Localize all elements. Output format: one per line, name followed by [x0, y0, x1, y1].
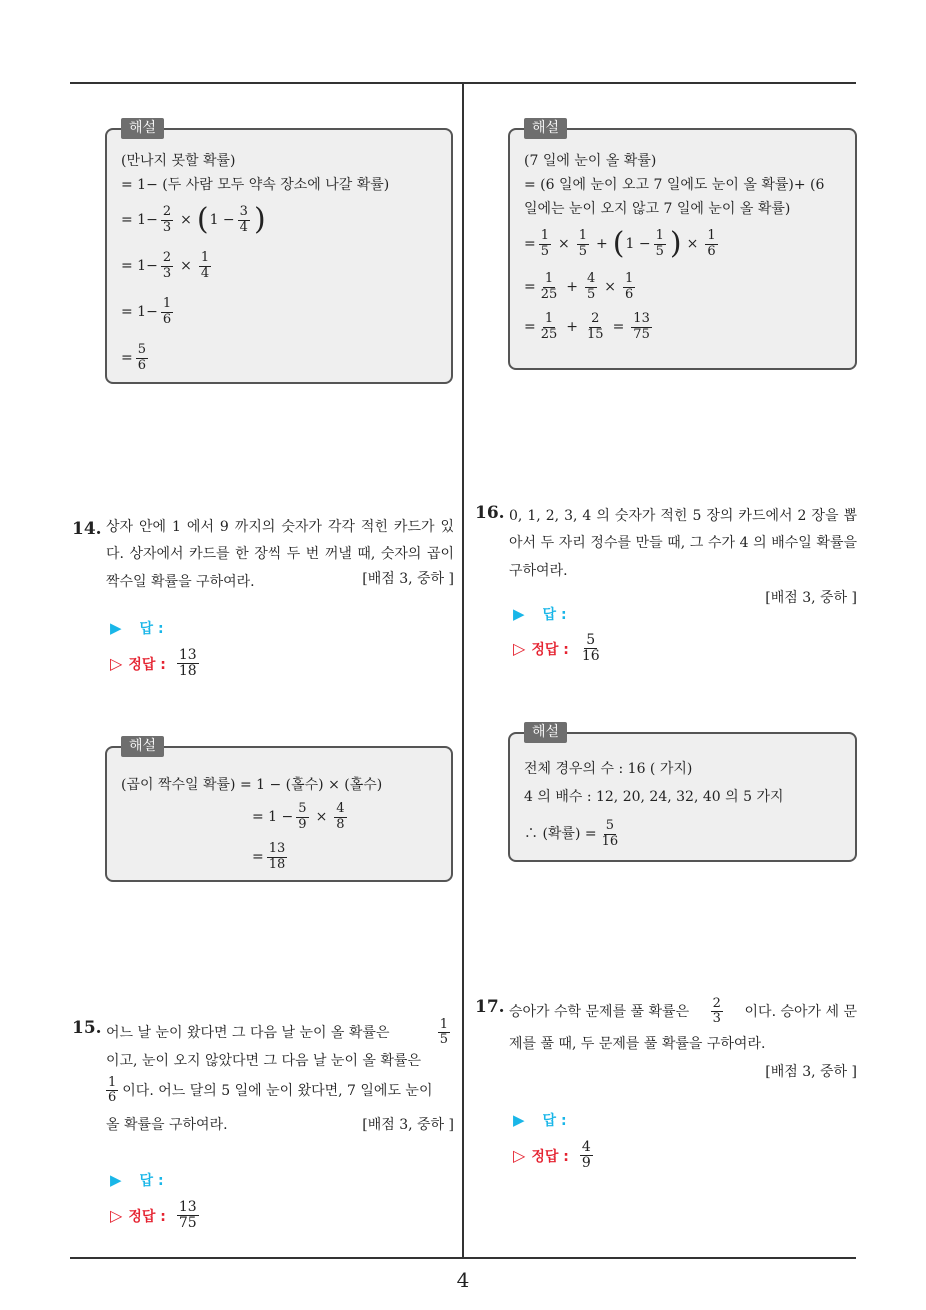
fraction: $\frac{2}{3}$ [162, 250, 172, 281]
expr-text: = 1− [121, 303, 158, 320]
operator: × [558, 235, 570, 252]
answer-row[interactable] [110, 618, 164, 638]
fraction: $\frac{1}{6}$ [707, 228, 716, 259]
operator: × [180, 257, 192, 274]
explanation-line [524, 812, 841, 856]
explanation-tag: 해설 [121, 118, 164, 139]
explanation-line: (곱이 짝수일 확률) = 1 − (홀수) × (홀수) [121, 776, 383, 793]
expr-text: = [524, 278, 536, 295]
operator: × [686, 235, 699, 252]
answer-key-label: 정답 : [531, 641, 569, 658]
fraction: $\frac{5}{16}$ [601, 818, 619, 849]
explanation-line [121, 244, 437, 288]
fraction: $\frac{1}{5}$ [655, 228, 664, 259]
fraction: $\frac{2}{15}$ [587, 311, 604, 342]
explanation-line [121, 198, 437, 242]
fraction: $\frac{1}{5}$ [439, 1017, 448, 1048]
fraction: $\frac{1}{25}$ [540, 271, 558, 302]
expr-text: 1 − [625, 235, 651, 252]
explanation-line: = 1− (두 사람 모두 약속 장소에 나갈 확률) [121, 176, 390, 193]
question-14 [106, 514, 454, 593]
explanation-line [121, 798, 437, 836]
expr-text: ∴ (확률) = [524, 825, 597, 842]
explanation-box-q15 [508, 120, 857, 370]
answer-key-label: 정답 : [128, 656, 166, 673]
expr-text: = [524, 318, 536, 335]
answer-key-row [513, 633, 605, 665]
page-number: 4 [456, 1268, 470, 1292]
question-text: 0, 1, 2, 3, 4 의 숫자가 적힌 5 장의 카드에서 2 장을 뽑아서 두 자리 정수를 만들 때, 그 수가 4 의 배수일 확률을 구하여라. [509, 508, 857, 579]
operator: × [180, 211, 192, 228]
explanation-line: 일에는 눈이 오지 않고 7 일에 눈이 올 확률) [524, 200, 791, 217]
answer-label: 답 : [542, 607, 567, 623]
question-17 [509, 997, 857, 1083]
column-divider [462, 83, 464, 1259]
fraction: $\frac{1}{5}$ [578, 228, 588, 259]
fraction: $\frac{1}{6}$ [162, 296, 172, 327]
explanation-line: (7 일에 눈이 올 확률) [524, 152, 657, 169]
answer-key-fraction: $\frac{4}{9}$ [581, 1139, 591, 1172]
question-15 [106, 1018, 454, 1136]
fraction: $\frac{5}{6}$ [137, 342, 147, 373]
play-arrow-icon: ▶ [513, 605, 525, 623]
fraction: $\frac{1}{6}$ [108, 1074, 117, 1106]
question-number: 16. [475, 503, 505, 523]
question-text: 승아가 수학 문제를 풀 확률은 [509, 1003, 690, 1020]
expr-text: = 1− [121, 211, 158, 228]
explanation-line [524, 268, 841, 306]
answer-label: 답 : [139, 621, 164, 637]
points-label: [배점 3, 중하 ] [765, 589, 857, 606]
question-text-line [106, 1076, 454, 1106]
fraction: $\frac{1}{4}$ [200, 250, 210, 281]
operator: × [315, 808, 328, 825]
left-paren: ( [612, 226, 625, 261]
explanation-line: = (6 일에 눈이 오고 7 일에도 눈이 올 확률)+ (6 [524, 176, 825, 193]
play-arrow-icon: ▶ [110, 619, 122, 637]
explanation-line [524, 222, 841, 266]
explanation-box-q14 [105, 738, 453, 882]
answer-key-fraction: $\frac{13}{18}$ [178, 647, 197, 680]
fraction: $\frac{3}{4}$ [239, 204, 248, 235]
explanation-tag: 해설 [524, 118, 567, 139]
fraction: $\frac{1}{5}$ [540, 228, 550, 259]
operator: + [566, 278, 579, 295]
explanation-tag: 해설 [121, 736, 164, 757]
left-paren: ( [196, 202, 209, 237]
question-number: 14. [72, 519, 102, 539]
question-text: 올 확률을 구하여라. [106, 1116, 228, 1133]
explanation-line: 4 의 배수 : 12, 20, 24, 32, 40 의 5 가지 [524, 788, 784, 805]
operator: × [604, 278, 617, 295]
answer-row[interactable] [513, 604, 567, 624]
answer-row[interactable] [110, 1170, 164, 1190]
fraction: $\frac{13}{18}$ [268, 841, 286, 872]
outline-arrow-icon: ▷ [513, 1146, 526, 1166]
question-text: 제를 풀 때, 두 문제를 풀 확률을 구하여라. [509, 1035, 766, 1052]
operator: + [566, 318, 579, 335]
right-paren: ) [253, 202, 266, 237]
answer-label: 답 : [139, 1173, 164, 1189]
answer-key-label: 정답 : [531, 1148, 569, 1165]
question-text: 이다. 어느 달의 5 일에 눈이 왔다면, 7 일에도 눈이 [122, 1082, 433, 1099]
explanation-line: 전체 경우의 수 : 16 ( 가지) [524, 760, 693, 777]
answer-key-row [110, 1200, 202, 1232]
bottom-rule [70, 1257, 856, 1259]
answer-key-fraction: $\frac{5}{16}$ [581, 632, 600, 665]
answer-key-fraction: $\frac{13}{75}$ [178, 1199, 197, 1232]
fraction: $\frac{2}{3}$ [712, 996, 721, 1027]
fraction: $\frac{5}{9}$ [298, 801, 307, 832]
fraction: $\frac{1}{25}$ [540, 311, 558, 342]
answer-key-label: 정답 : [128, 1208, 166, 1225]
explanation-line [524, 308, 841, 346]
expr-text: 1 − [209, 211, 235, 228]
fraction: $\frac{2}{3}$ [162, 204, 172, 235]
question-text-line [106, 1114, 454, 1136]
explanation-line [121, 290, 437, 334]
question-number: 15. [72, 1018, 102, 1038]
question-text: 이다. 승아가 세 문 [744, 1003, 857, 1020]
fraction: $\frac{1}{6}$ [625, 271, 634, 302]
question-text: 이고, 눈이 오지 않았다면 그 다음 날 눈이 올 확률은 [106, 1052, 421, 1069]
explanation-line [121, 838, 437, 876]
expr-text: = [252, 848, 264, 865]
outline-arrow-icon: ▷ [110, 1206, 123, 1226]
question-text: 어느 날 눈이 왔다면 그 다음 날 눈이 올 확률은 [106, 1024, 390, 1041]
answer-row[interactable] [513, 1110, 567, 1130]
answer-key-row [110, 648, 202, 680]
explanation-box-q16 [508, 724, 857, 862]
fraction: $\frac{13}{75}$ [633, 311, 650, 342]
play-arrow-icon: ▶ [513, 1111, 525, 1129]
outline-arrow-icon: ▷ [110, 654, 123, 674]
operator: = [612, 318, 625, 335]
fraction: $\frac{4}{8}$ [336, 801, 345, 832]
play-arrow-icon: ▶ [110, 1171, 122, 1189]
fraction: $\frac{4}{5}$ [587, 271, 596, 302]
points-label: [배점 3, 중하 ] [362, 1116, 454, 1133]
explanation-line [121, 336, 437, 380]
operator: + [596, 235, 608, 252]
answer-label: 답 : [542, 1113, 567, 1129]
question-16 [509, 503, 857, 612]
outline-arrow-icon: ▷ [513, 639, 526, 659]
points-label: [배점 3, 중하 ] [765, 1063, 857, 1080]
expr-text: = 1 − [252, 808, 294, 825]
explanation-line: (만나지 못할 확률) [121, 152, 236, 169]
question-text-line [106, 1018, 454, 1048]
expr-text: = [524, 235, 536, 252]
points-label: [배점 3, 중하 ] [362, 570, 454, 587]
answer-key-row [513, 1140, 596, 1172]
explanation-box-q13 [105, 120, 453, 384]
question-text: 상자 안에 1 에서 9 까지의 숫자가 각각 적힌 카드가 있다. 상자에서 카드를 한 장씩 두 번 꺼낼 때, 숫자의 곱이 짝수일 확률을 구하여라. [106, 519, 454, 590]
expr-text: = [121, 349, 133, 366]
explanation-tag: 해설 [524, 722, 567, 743]
right-paren: ) [669, 226, 682, 261]
expr-text: = 1− [121, 257, 158, 274]
question-text-line [509, 997, 857, 1027]
question-number: 17. [475, 997, 505, 1017]
